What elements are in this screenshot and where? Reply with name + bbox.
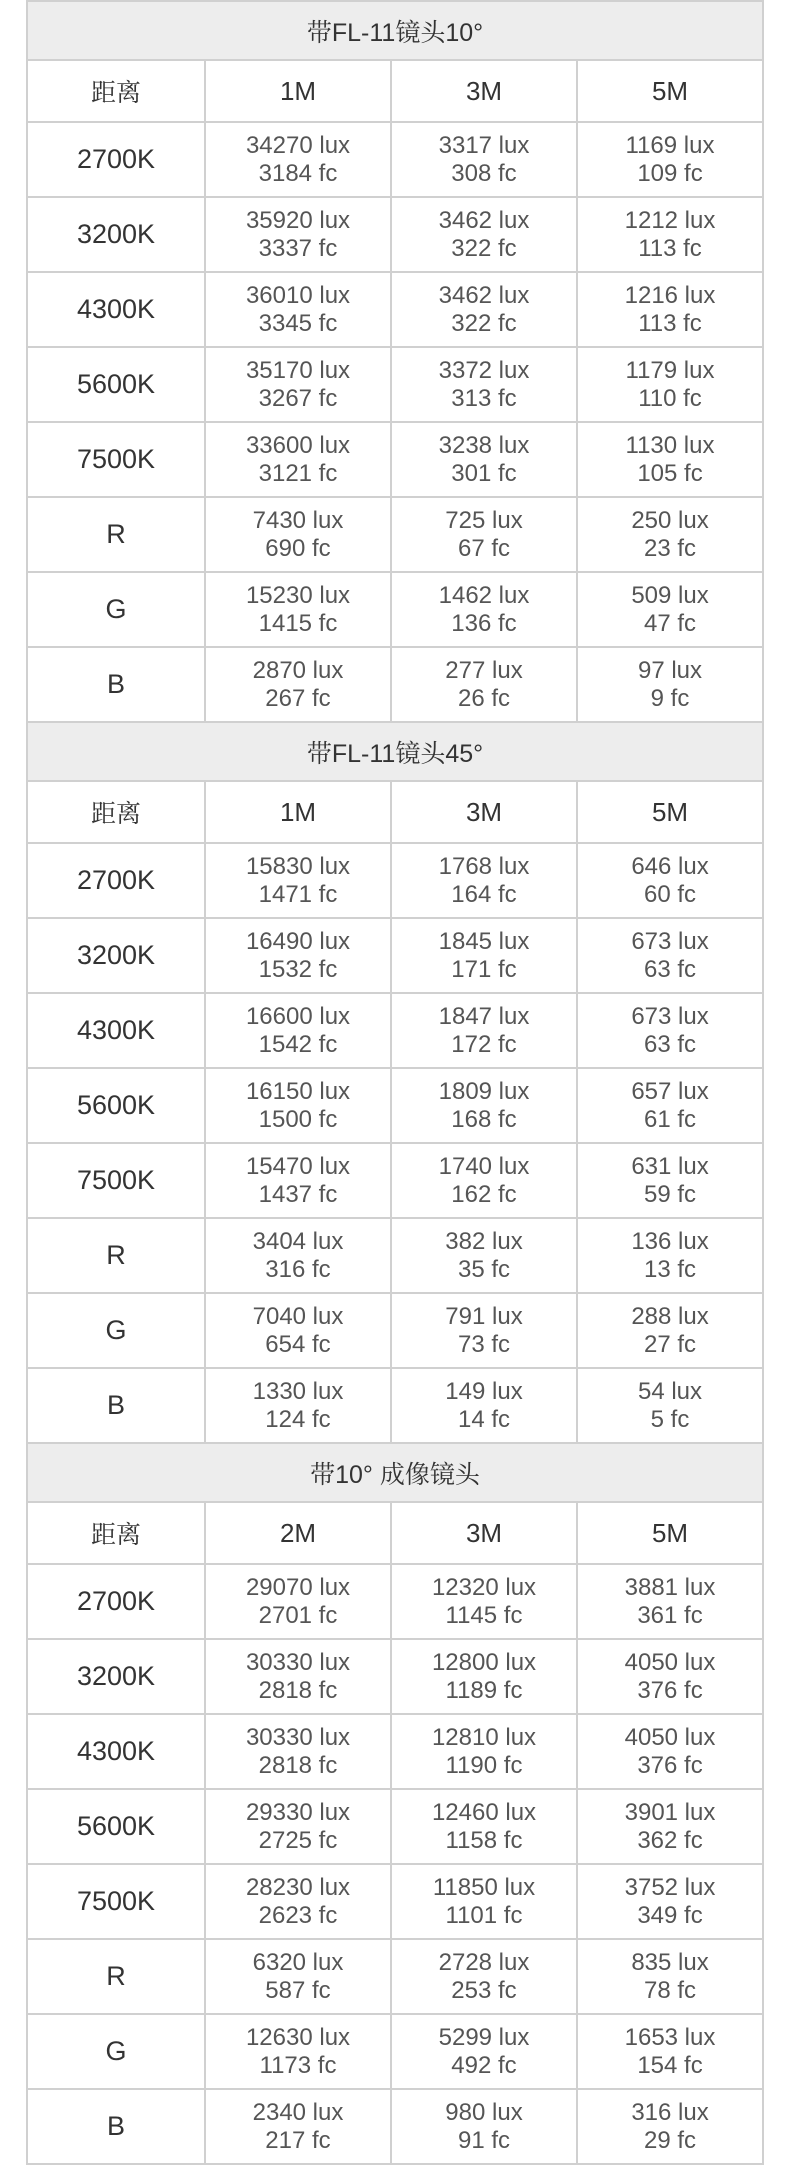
illuminance-cell xyxy=(577,1143,763,1218)
fc-value: 1532 fc xyxy=(258,955,338,983)
lux-value: 1845 lux xyxy=(438,927,530,955)
illuminance-cell xyxy=(205,1939,391,2014)
lux-value: 16600 lux xyxy=(245,1002,351,1030)
lux-value: 12810 lux xyxy=(431,1723,537,1751)
illuminance-cell xyxy=(205,572,391,647)
lux-value: 3462 lux xyxy=(438,281,530,309)
illuminance-cell xyxy=(391,918,577,993)
illuminance-cell xyxy=(205,272,391,347)
illuminance-cell xyxy=(577,1864,763,1939)
photometric-table-body xyxy=(27,1,763,2164)
distance-header: 距离 xyxy=(27,60,205,122)
distance-column-header: 3M xyxy=(391,781,577,843)
lux-value: 3317 lux xyxy=(438,131,530,159)
fc-value: 23 fc xyxy=(643,534,697,562)
photometric-data-sheet xyxy=(26,0,762,2165)
fc-value: 1190 fc xyxy=(445,1751,523,1779)
lux-value: 1130 lux xyxy=(625,431,715,459)
illuminance-cell xyxy=(205,1714,391,1789)
fc-value: 376 fc xyxy=(637,1676,703,1704)
lux-value: 3752 lux xyxy=(624,1873,716,1901)
fc-value: 654 fc xyxy=(265,1330,331,1358)
illuminance-cell xyxy=(205,993,391,1068)
fc-value: 168 fc xyxy=(451,1105,517,1133)
fc-value: 26 fc xyxy=(457,684,511,712)
fc-value: 1189 fc xyxy=(445,1676,523,1704)
lux-value: 3238 lux xyxy=(438,431,530,459)
lux-value: 673 lux xyxy=(631,927,709,955)
illuminance-cell xyxy=(577,422,763,497)
illuminance-cell xyxy=(577,993,763,1068)
row-label: R xyxy=(27,1939,205,2014)
lux-value: 1179 lux xyxy=(625,356,715,384)
illuminance-cell xyxy=(391,1293,577,1368)
illuminance-cell xyxy=(205,122,391,197)
lux-value: 2870 lux xyxy=(252,656,344,684)
lux-value: 4050 lux xyxy=(624,1648,716,1676)
illuminance-cell xyxy=(577,122,763,197)
fc-value: 313 fc xyxy=(451,384,517,412)
fc-value: 60 fc xyxy=(643,880,697,908)
illuminance-cell xyxy=(205,2014,391,2089)
fc-value: 63 fc xyxy=(643,1030,697,1058)
fc-value: 1158 fc xyxy=(445,1826,523,1854)
fc-value: 376 fc xyxy=(637,1751,703,1779)
section-title: 带10° 成像镜头 xyxy=(27,1443,763,1502)
lux-value: 646 lux xyxy=(631,852,709,880)
fc-value: 109 fc xyxy=(637,159,703,187)
illuminance-cell xyxy=(577,197,763,272)
table-row xyxy=(27,1143,763,1218)
fc-value: 63 fc xyxy=(643,955,697,983)
fc-value: 2623 fc xyxy=(258,1901,338,1929)
row-label: 2700K xyxy=(27,843,205,918)
lux-value: 1809 lux xyxy=(438,1077,530,1105)
fc-value: 29 fc xyxy=(643,2126,697,2154)
row-label: R xyxy=(27,1218,205,1293)
lux-value: 5299 lux xyxy=(438,2023,530,2051)
table-row xyxy=(27,347,763,422)
fc-value: 1542 fc xyxy=(258,1030,338,1058)
illuminance-cell xyxy=(391,572,577,647)
lux-value: 30330 lux xyxy=(245,1648,351,1676)
column-header-row xyxy=(27,60,763,122)
illuminance-cell xyxy=(205,647,391,722)
illuminance-cell xyxy=(391,1639,577,1714)
section-title-row xyxy=(27,722,763,781)
lux-value: 1169 lux xyxy=(625,131,715,159)
table-row xyxy=(27,2014,763,2089)
illuminance-cell xyxy=(391,497,577,572)
lux-value: 54 lux xyxy=(637,1377,703,1405)
lux-value: 12630 lux xyxy=(245,2023,351,2051)
table-row xyxy=(27,572,763,647)
illuminance-cell xyxy=(205,497,391,572)
table-row xyxy=(27,1068,763,1143)
lux-value: 3881 lux xyxy=(624,1573,716,1601)
illuminance-cell xyxy=(391,1143,577,1218)
illuminance-cell xyxy=(205,1143,391,1218)
fc-value: 253 fc xyxy=(451,1976,517,2004)
illuminance-cell xyxy=(205,843,391,918)
fc-value: 322 fc xyxy=(451,309,517,337)
fc-value: 164 fc xyxy=(451,880,517,908)
table-row xyxy=(27,197,763,272)
fc-value: 110 fc xyxy=(638,384,702,412)
fc-value: 587 fc xyxy=(265,1976,331,2004)
row-label: 7500K xyxy=(27,422,205,497)
illuminance-cell xyxy=(577,1714,763,1789)
lux-value: 12800 lux xyxy=(431,1648,537,1676)
lux-value: 1847 lux xyxy=(438,1002,530,1030)
table-row xyxy=(27,1714,763,1789)
lux-value: 33600 lux xyxy=(245,431,351,459)
fc-value: 492 fc xyxy=(451,2051,517,2079)
row-label: B xyxy=(27,1368,205,1443)
lux-value: 30330 lux xyxy=(245,1723,351,1751)
fc-value: 73 fc xyxy=(457,1330,511,1358)
row-label: 4300K xyxy=(27,272,205,347)
illuminance-cell xyxy=(577,347,763,422)
fc-value: 3337 fc xyxy=(258,234,338,262)
lux-value: 1216 lux xyxy=(624,281,716,309)
illuminance-cell xyxy=(205,347,391,422)
illuminance-cell xyxy=(391,993,577,1068)
photometric-table xyxy=(26,0,764,2165)
fc-value: 308 fc xyxy=(451,159,517,187)
fc-value: 105 fc xyxy=(637,459,703,487)
illuminance-cell xyxy=(391,2014,577,2089)
lux-value: 149 lux xyxy=(445,1377,523,1405)
fc-value: 1500 fc xyxy=(258,1105,338,1133)
fc-value: 3121 fc xyxy=(258,459,338,487)
lux-value: 11850 lux xyxy=(432,1873,536,1901)
section-title-row xyxy=(27,1443,763,1502)
fc-value: 2818 fc xyxy=(258,1751,338,1779)
table-row xyxy=(27,1293,763,1368)
lux-value: 16490 lux xyxy=(245,927,351,955)
fc-value: 217 fc xyxy=(265,2126,331,2154)
row-label: G xyxy=(27,2014,205,2089)
illuminance-cell xyxy=(391,1864,577,1939)
lux-value: 16150 lux xyxy=(245,1077,351,1105)
illuminance-cell xyxy=(205,918,391,993)
fc-value: 301 fc xyxy=(451,459,517,487)
distance-column-header: 3M xyxy=(391,1502,577,1564)
table-row xyxy=(27,993,763,1068)
fc-value: 361 fc xyxy=(637,1601,703,1629)
fc-value: 162 fc xyxy=(451,1180,517,1208)
fc-value: 3345 fc xyxy=(258,309,338,337)
distance-column-header: 5M xyxy=(577,781,763,843)
lux-value: 35920 lux xyxy=(245,206,351,234)
fc-value: 9 fc xyxy=(650,684,690,712)
fc-value: 2818 fc xyxy=(258,1676,338,1704)
lux-value: 3404 lux xyxy=(252,1227,344,1255)
distance-header: 距离 xyxy=(27,781,205,843)
illuminance-cell xyxy=(205,1789,391,1864)
illuminance-cell xyxy=(391,197,577,272)
row-label: R xyxy=(27,497,205,572)
lux-value: 29070 lux xyxy=(245,1573,351,1601)
lux-value: 136 lux xyxy=(631,1227,709,1255)
table-row xyxy=(27,918,763,993)
illuminance-cell xyxy=(577,1789,763,1864)
row-label: 5600K xyxy=(27,1068,205,1143)
illuminance-cell xyxy=(391,1939,577,2014)
illuminance-cell xyxy=(577,497,763,572)
distance-column-header: 5M xyxy=(577,60,763,122)
column-header-row xyxy=(27,1502,763,1564)
illuminance-cell xyxy=(205,1368,391,1443)
lux-value: 15830 lux xyxy=(245,852,351,880)
lux-value: 28230 lux xyxy=(245,1873,351,1901)
fc-value: 154 fc xyxy=(637,2051,703,2079)
lux-value: 250 lux xyxy=(631,506,709,534)
row-label: G xyxy=(27,1293,205,1368)
table-row xyxy=(27,1864,763,1939)
fc-value: 2701 fc xyxy=(258,1601,338,1629)
fc-value: 1101 fc xyxy=(445,1901,523,1929)
illuminance-cell xyxy=(205,197,391,272)
illuminance-cell xyxy=(577,1368,763,1443)
illuminance-cell xyxy=(391,1789,577,1864)
illuminance-cell xyxy=(577,2089,763,2164)
lux-value: 1768 lux xyxy=(438,852,530,880)
table-row xyxy=(27,122,763,197)
illuminance-cell xyxy=(577,1939,763,2014)
illuminance-cell xyxy=(391,1564,577,1639)
distance-column-header: 1M xyxy=(205,60,391,122)
lux-value: 835 lux xyxy=(631,1948,709,1976)
fc-value: 172 fc xyxy=(451,1030,517,1058)
row-label: B xyxy=(27,647,205,722)
lux-value: 34270 lux xyxy=(245,131,351,159)
lux-value: 4050 lux xyxy=(624,1723,716,1751)
fc-value: 1471 fc xyxy=(258,880,338,908)
fc-value: 13 fc xyxy=(643,1255,697,1283)
row-label: 2700K xyxy=(27,122,205,197)
row-label: 3200K xyxy=(27,1639,205,1714)
illuminance-cell xyxy=(577,2014,763,2089)
fc-value: 61 fc xyxy=(643,1105,697,1133)
fc-value: 267 fc xyxy=(265,684,331,712)
table-row xyxy=(27,497,763,572)
illuminance-cell xyxy=(577,572,763,647)
section-title: 带FL-11镜头45° xyxy=(27,722,763,781)
fc-value: 690 fc xyxy=(265,534,331,562)
lux-value: 673 lux xyxy=(631,1002,709,1030)
fc-value: 47 fc xyxy=(643,609,697,637)
column-header-row xyxy=(27,781,763,843)
lux-value: 980 lux xyxy=(445,2098,523,2126)
lux-value: 382 lux xyxy=(445,1227,523,1255)
row-label: 3200K xyxy=(27,197,205,272)
lux-value: 35170 lux xyxy=(245,356,351,384)
lux-value: 6320 lux xyxy=(252,1948,344,1976)
fc-value: 78 fc xyxy=(643,1976,697,2004)
fc-value: 136 fc xyxy=(451,609,517,637)
fc-value: 2725 fc xyxy=(258,1826,338,1854)
illuminance-cell xyxy=(391,647,577,722)
fc-value: 1415 fc xyxy=(258,609,338,637)
fc-value: 322 fc xyxy=(451,234,517,262)
illuminance-cell xyxy=(391,843,577,918)
lux-value: 2728 lux xyxy=(438,1948,530,1976)
table-row xyxy=(27,1564,763,1639)
fc-value: 5 fc xyxy=(650,1405,690,1433)
row-label: 7500K xyxy=(27,1143,205,1218)
illuminance-cell xyxy=(391,2089,577,2164)
illuminance-cell xyxy=(391,272,577,347)
illuminance-cell xyxy=(391,347,577,422)
fc-value: 316 fc xyxy=(265,1255,331,1283)
table-row xyxy=(27,1368,763,1443)
fc-value: 113 fc xyxy=(638,234,702,262)
illuminance-cell xyxy=(391,422,577,497)
row-label: 4300K xyxy=(27,1714,205,1789)
lux-value: 1212 lux xyxy=(624,206,716,234)
fc-value: 171 fc xyxy=(451,955,517,983)
fc-value: 59 fc xyxy=(643,1180,697,1208)
illuminance-cell xyxy=(577,1293,763,1368)
row-label: 4300K xyxy=(27,993,205,1068)
lux-value: 3462 lux xyxy=(438,206,530,234)
row-label: 3200K xyxy=(27,918,205,993)
lux-value: 3901 lux xyxy=(624,1798,716,1826)
table-row xyxy=(27,1218,763,1293)
table-row xyxy=(27,272,763,347)
fc-value: 124 fc xyxy=(265,1405,331,1433)
illuminance-cell xyxy=(391,1068,577,1143)
illuminance-cell xyxy=(205,1864,391,1939)
illuminance-cell xyxy=(391,1714,577,1789)
table-row xyxy=(27,1639,763,1714)
illuminance-cell xyxy=(205,1639,391,1714)
section-title: 带FL-11镜头10° xyxy=(27,1,763,60)
illuminance-cell xyxy=(577,918,763,993)
illuminance-cell xyxy=(577,1068,763,1143)
row-label: 7500K xyxy=(27,1864,205,1939)
row-label: 2700K xyxy=(27,1564,205,1639)
lux-value: 3372 lux xyxy=(438,356,530,384)
fc-value: 1145 fc xyxy=(445,1601,523,1629)
fc-value: 1437 fc xyxy=(258,1180,338,1208)
lux-value: 631 lux xyxy=(631,1152,709,1180)
lux-value: 1462 lux xyxy=(438,581,530,609)
illuminance-cell xyxy=(577,272,763,347)
fc-value: 3184 fc xyxy=(258,159,338,187)
illuminance-cell xyxy=(205,2089,391,2164)
illuminance-cell xyxy=(391,1368,577,1443)
lux-value: 7040 lux xyxy=(252,1302,344,1330)
illuminance-cell xyxy=(577,647,763,722)
illuminance-cell xyxy=(391,1218,577,1293)
lux-value: 725 lux xyxy=(445,506,523,534)
illuminance-cell xyxy=(577,1564,763,1639)
lux-value: 1330 lux xyxy=(252,1377,344,1405)
fc-value: 67 fc xyxy=(457,534,511,562)
distance-column-header: 2M xyxy=(205,1502,391,1564)
lux-value: 277 lux xyxy=(445,656,523,684)
section-title-row xyxy=(27,1,763,60)
lux-value: 12320 lux xyxy=(431,1573,537,1601)
illuminance-cell xyxy=(205,1218,391,1293)
table-row xyxy=(27,1789,763,1864)
lux-value: 15230 lux xyxy=(245,581,351,609)
fc-value: 14 fc xyxy=(457,1405,511,1433)
illuminance-cell xyxy=(205,1293,391,1368)
fc-value: 3267 fc xyxy=(258,384,338,412)
lux-value: 15470 lux xyxy=(245,1152,351,1180)
table-row xyxy=(27,1939,763,2014)
table-row xyxy=(27,843,763,918)
fc-value: 27 fc xyxy=(643,1330,697,1358)
lux-value: 7430 lux xyxy=(252,506,344,534)
illuminance-cell xyxy=(205,1564,391,1639)
lux-value: 2340 lux xyxy=(252,2098,344,2126)
distance-column-header: 5M xyxy=(577,1502,763,1564)
illuminance-cell xyxy=(205,1068,391,1143)
row-label: B xyxy=(27,2089,205,2164)
lux-value: 36010 lux xyxy=(245,281,351,309)
lux-value: 1740 lux xyxy=(438,1152,530,1180)
fc-value: 35 fc xyxy=(457,1255,511,1283)
fc-value: 91 fc xyxy=(457,2126,511,2154)
distance-column-header: 3M xyxy=(391,60,577,122)
row-label: G xyxy=(27,572,205,647)
lux-value: 97 lux xyxy=(637,656,703,684)
lux-value: 509 lux xyxy=(631,581,709,609)
lux-value: 288 lux xyxy=(631,1302,709,1330)
fc-value: 362 fc xyxy=(637,1826,703,1854)
illuminance-cell xyxy=(205,422,391,497)
row-label: 5600K xyxy=(27,1789,205,1864)
row-label: 5600K xyxy=(27,347,205,422)
illuminance-cell xyxy=(391,122,577,197)
illuminance-cell xyxy=(577,1218,763,1293)
lux-value: 12460 lux xyxy=(431,1798,537,1826)
fc-value: 1173 fc xyxy=(259,2051,337,2079)
lux-value: 1653 lux xyxy=(624,2023,716,2051)
table-row xyxy=(27,422,763,497)
fc-value: 349 fc xyxy=(637,1901,703,1929)
fc-value: 113 fc xyxy=(638,309,702,337)
distance-column-header: 1M xyxy=(205,781,391,843)
lux-value: 791 lux xyxy=(445,1302,523,1330)
illuminance-cell xyxy=(577,843,763,918)
lux-value: 316 lux xyxy=(631,2098,709,2126)
table-row xyxy=(27,2089,763,2164)
distance-header: 距离 xyxy=(27,1502,205,1564)
lux-value: 657 lux xyxy=(631,1077,709,1105)
illuminance-cell xyxy=(577,1639,763,1714)
table-row xyxy=(27,647,763,722)
lux-value: 29330 lux xyxy=(245,1798,351,1826)
